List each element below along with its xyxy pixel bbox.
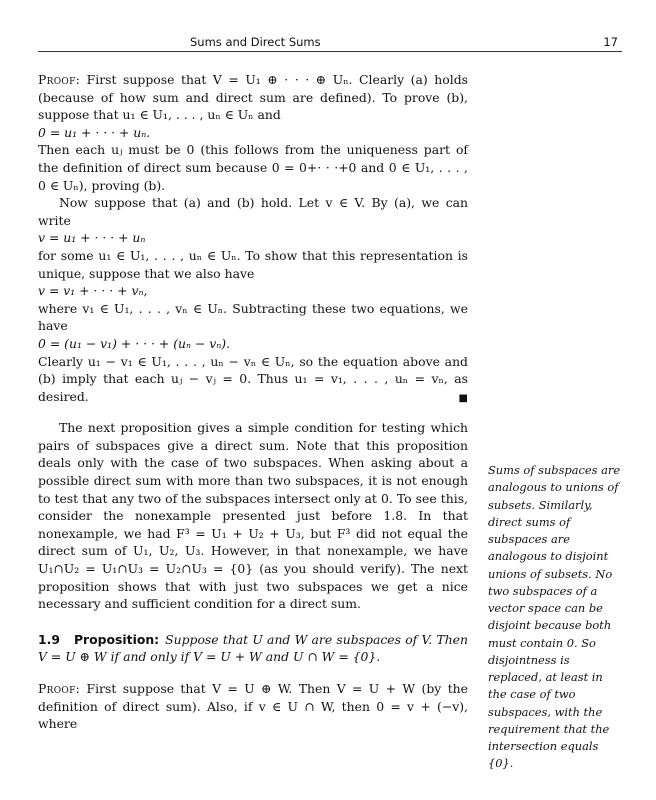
main-column (38, 71, 468, 733)
proof-paragraph: for some u₁ ∈ U₁, . . . , uₙ ∈ Uₙ. To show that this representation is unique, suppose that we also have (38, 247, 468, 281)
running-header (38, 33, 622, 52)
proposition-number: 1.9 (38, 631, 60, 647)
qed-symbol: ■ (458, 392, 468, 404)
margin-note: Sums of subspaces are analogous to unions of subsets. Similarly, direct sums of subspaces are analogous to disjoint unions of subsets. No two subspaces of a vector space can be disjoint because both must contain 0. So disjointness is replaced, at least in the case of two subspaces, with the requirement that the intersection equals {0}. (488, 463, 621, 771)
proof-paragraph (38, 680, 468, 733)
equation: 0 = (u₁ − v₁) + · · · + (uₙ − vₙ). (38, 335, 231, 351)
proof-paragraph: Then each uⱼ must be 0 (this follows from the uniqueness part of the definition of direct sum because 0 = 0+· · ·+0 and 0 ∈ U₁, . . . , 0 ∈ Uₙ), proving (b). (38, 142, 468, 193)
equation: v = u₁ + · · · + uₙ (38, 230, 146, 246)
proposition-label: Proposition: (73, 631, 160, 647)
section-title: Sums and Direct Sums (190, 35, 321, 49)
proof-text: Clearly u₁ − v₁ ∈ U₁, . . . , uₙ − vₙ ∈ Uₙ, so the equation above and (b) imply that each uⱼ − vⱼ = 0. Thus u₁ = v₁, . . . , uₙ = vₙ, as desired. (38, 353, 468, 404)
proof-paragraph: Now suppose that (a) and (b) hold. Let v ∈ V. By (a), we can write (38, 195, 468, 228)
proof-paragraph (38, 71, 468, 124)
equation: v = v₁ + · · · + vₙ, (38, 283, 148, 299)
proof-paragraph (38, 353, 468, 406)
proposition-statement: Suppose that U and W are subspaces of V. Then V = U ⊕ W if and only if V = U + W and U ∩ W = {0}. (38, 631, 468, 665)
equation: 0 = u₁ + · · · + uₙ. (38, 124, 151, 140)
proof-label: Proof: (38, 681, 81, 696)
proposition (38, 631, 468, 666)
proof-paragraph: where v₁ ∈ U₁, . . . , vₙ ∈ Uₙ. Subtracting these two equations, we have (38, 300, 468, 334)
page-number: 17 (603, 35, 618, 49)
proof-label: Proof: (38, 72, 81, 87)
proof-text: First suppose that V = U ⊕ W. Then V = U + W (by the definition of direct sum). Also, if v ∈ U ∩ W, then 0 = v + (−v), where (38, 681, 468, 732)
body-paragraph: The next proposition gives a simple condition for testing which pairs of subspaces give a direct sum. Note that this proposition deals only with the case of two subspaces. When asking about a possible direct sum with more than two subspaces, it is not enough to test that any two of the subspaces intersect only at 0. To see this, consider the nonexample presented just before 1.8. In that nonexample, we had F³ = U₁ + U₂ + U₃, but F³ did not equal the direct sum of U₁, U₂, U₃. However, in that nonexample, we have U₁∩U₂ = U₁∩U₃ = U₂∩U₃ = {0} (as you should verify). The next proposition shows that with just two subspaces we get a nice necessary and sufficient condition for a direct sum. (38, 420, 468, 612)
proof-text: First suppose that V = U₁ ⊕ · · · ⊕ Uₙ. Clearly (a) holds (because of how sum and direct sum are defined). To prove (b), suppose that u₁ ∈ U₁, . . . , uₙ ∈ Uₙ and (38, 72, 468, 123)
